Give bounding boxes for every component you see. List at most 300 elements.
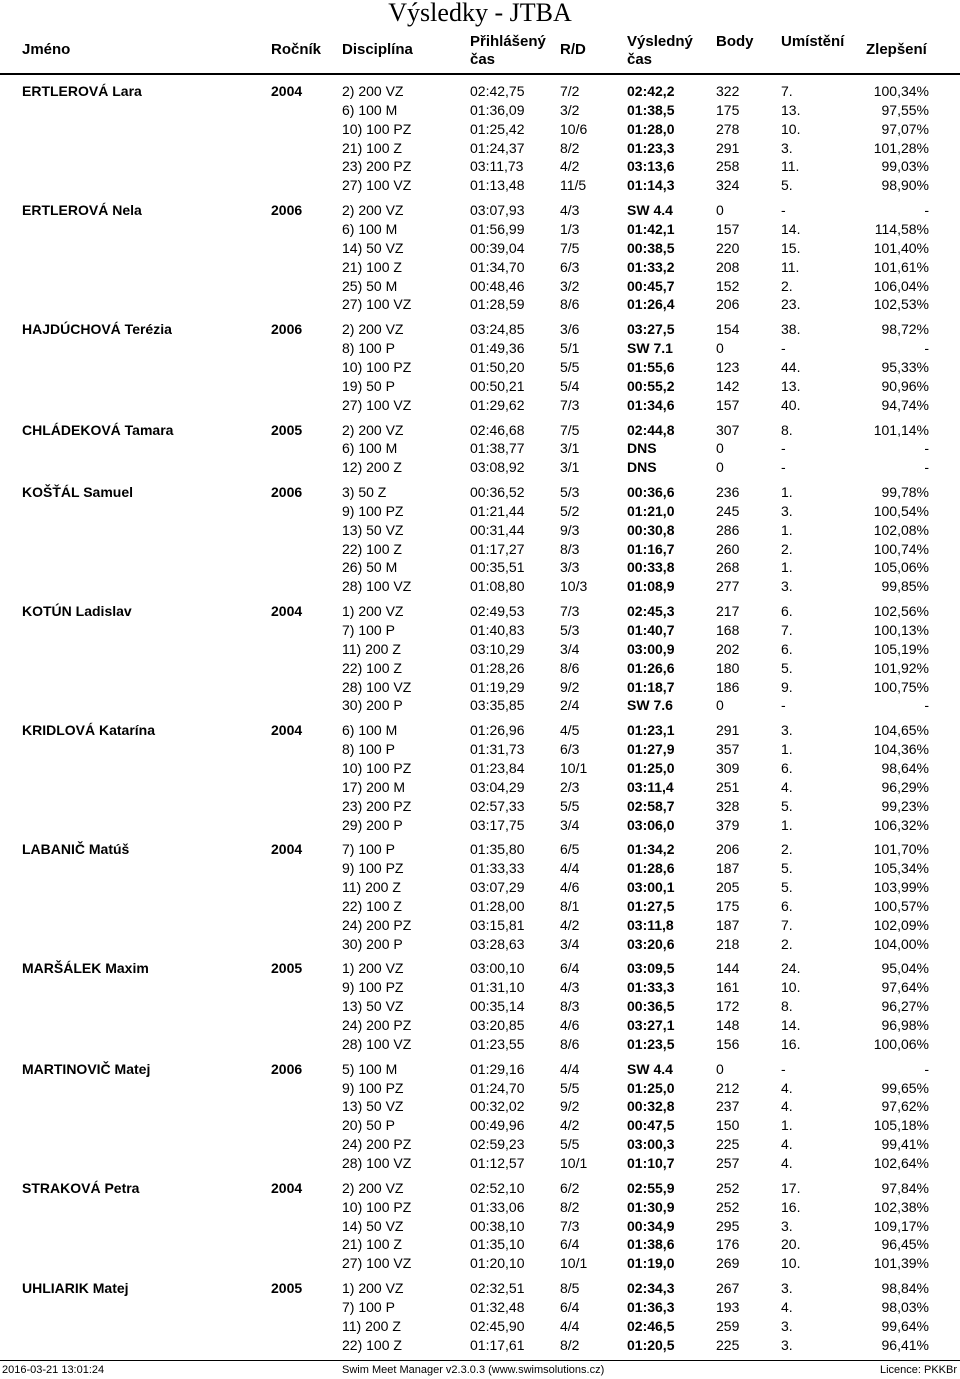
place: 4. (781, 778, 793, 795)
entry-time: 01:33,33 (470, 860, 525, 877)
points: 142 (716, 377, 740, 394)
improvement: - (924, 340, 929, 357)
result-row (0, 277, 960, 296)
heat-lane: 3/3 (560, 559, 580, 576)
points: 186 (716, 678, 740, 695)
result-row (0, 859, 960, 878)
points: 324 (716, 177, 740, 194)
result-row (0, 678, 960, 697)
points: 295 (716, 1217, 740, 1234)
result-time: 01:19,0 (627, 1255, 675, 1272)
discipline: 30) 200 P (342, 935, 403, 952)
entry-time: 02:49,53 (470, 603, 525, 620)
improvement: 96,45% (881, 1236, 929, 1253)
result-row (0, 759, 960, 778)
result-row (0, 220, 960, 239)
entry-time: 03:20,85 (470, 1017, 525, 1033)
place: 14. (781, 220, 801, 237)
swimmer-year: 2005 (271, 421, 303, 438)
improvement: - (924, 1060, 929, 1077)
points: 267 (716, 1280, 740, 1296)
heat-lane: 4/5 (560, 722, 580, 739)
result-time: SW 4.4 (627, 1060, 673, 1077)
result-time: 00:45,7 (627, 277, 675, 294)
discipline: 27) 100 VZ (342, 396, 412, 413)
result-time: 01:25,0 (627, 759, 675, 776)
entry-time: 00:35,14 (470, 998, 525, 1015)
result-row (0, 916, 960, 935)
heat-lane: 3/4 (560, 640, 580, 657)
heat-lane: 6/4 (560, 960, 580, 977)
result-row (0, 740, 960, 759)
discipline: 14) 50 VZ (342, 1217, 404, 1234)
place: 5. (781, 860, 793, 877)
heat-lane: 7/3 (560, 1217, 580, 1234)
discipline: 7) 100 P (342, 1298, 395, 1315)
place: 3. (781, 1336, 793, 1353)
result-row (0, 396, 960, 415)
result-time: 01:25,0 (627, 1079, 675, 1096)
result-time: DNS (627, 459, 657, 476)
heat-lane: 5/1 (560, 340, 580, 357)
place: - (781, 1060, 786, 1077)
result-time: 01:55,6 (627, 358, 675, 375)
result-time: 01:23,1 (627, 722, 675, 739)
discipline: 29) 200 P (342, 816, 403, 833)
improvement: 101,28% (873, 139, 929, 156)
discipline: 24) 200 PZ (342, 1017, 412, 1033)
discipline: 2) 200 VZ (342, 421, 404, 438)
points: 328 (716, 797, 740, 814)
place: 5. (781, 879, 793, 895)
discipline: 27) 100 VZ (342, 1255, 412, 1272)
improvement: 104,65% (873, 722, 929, 739)
place: - (781, 340, 786, 357)
heat-lane: 8/3 (560, 540, 580, 557)
discipline: 6) 100 M (342, 101, 398, 118)
points: 193 (716, 1298, 740, 1315)
result-time: 03:11,8 (627, 916, 674, 933)
result-row (0, 997, 960, 1016)
swimmer-year: 2004 (271, 722, 303, 739)
entry-time: 00:35,51 (470, 559, 525, 576)
place: 3. (781, 502, 793, 519)
entry-time: 03:07,93 (470, 202, 525, 219)
result-row (0, 1217, 960, 1236)
improvement: 96,27% (881, 998, 929, 1015)
footer-software: Swim Meet Manager v2.3.0.3 (www.swimsolutions.cz) (342, 1364, 605, 1376)
improvement: 99,41% (881, 1136, 929, 1153)
place: 17. (781, 1179, 801, 1196)
points: 379 (716, 816, 740, 833)
discipline: 9) 100 PZ (342, 502, 404, 519)
points: 236 (716, 484, 740, 500)
result-time: 01:36,3 (627, 1298, 675, 1315)
heat-lane: 3/4 (560, 816, 580, 833)
heat-lane: 5/3 (560, 484, 580, 500)
heat-lane: 3/6 (560, 321, 580, 338)
result-time: 03:06,0 (627, 816, 675, 833)
improvement: 105,18% (873, 1117, 929, 1134)
heat-lane: 6/4 (560, 1236, 580, 1253)
result-time: 01:14,3 (627, 177, 675, 194)
place: 4. (781, 1136, 793, 1153)
result-time: 00:47,5 (627, 1117, 675, 1134)
result-row (0, 1016, 960, 1035)
points: 152 (716, 277, 740, 294)
result-time: 01:16,7 (627, 540, 675, 557)
points: 123 (716, 358, 740, 375)
heat-lane: 6/5 (560, 841, 580, 858)
improvement: - (924, 202, 929, 219)
improvement: 103,99% (873, 879, 929, 895)
points: 172 (716, 998, 740, 1015)
entry-time: 01:33,06 (470, 1198, 525, 1215)
result-time: 03:00,1 (627, 879, 675, 895)
place: 6. (781, 759, 793, 776)
result-time: 01:26,4 (627, 296, 675, 313)
improvement: 101,40% (873, 239, 929, 256)
result-row (0, 502, 960, 521)
result-time: 01:33,2 (627, 258, 675, 275)
discipline: 11) 200 Z (342, 1317, 401, 1334)
points: 0 (716, 697, 724, 714)
discipline: 22) 100 Z (342, 1336, 402, 1353)
heat-lane: 7/2 (560, 83, 580, 99)
improvement: 99,78% (881, 484, 929, 500)
discipline: 21) 100 Z (342, 1236, 402, 1253)
improvement: 102,09% (873, 916, 929, 933)
place: 40. (781, 396, 801, 413)
discipline: 3) 50 Z (342, 484, 387, 500)
place: 11. (781, 258, 800, 275)
entry-time: 02:46,68 (470, 421, 525, 438)
improvement: 90,96% (881, 377, 929, 394)
heat-lane: 2/3 (560, 778, 580, 795)
points: 175 (716, 101, 740, 118)
swimmer-year: 2004 (271, 1179, 303, 1196)
improvement: 99,85% (881, 578, 929, 595)
result-row (0, 878, 960, 897)
discipline: 28) 100 VZ (342, 578, 412, 595)
entry-time: 01:29,62 (470, 396, 525, 413)
result-row (0, 558, 960, 577)
header-name: Jméno (22, 41, 71, 58)
discipline: 13) 50 VZ (342, 998, 404, 1015)
place: 6. (781, 640, 793, 657)
heat-lane: 6/4 (560, 1298, 580, 1315)
points: 278 (716, 120, 740, 137)
result-row (0, 421, 960, 440)
result-row (0, 439, 960, 458)
discipline: 22) 100 Z (342, 659, 402, 676)
heat-lane: 4/2 (560, 916, 580, 933)
result-row (0, 339, 960, 358)
discipline: 13) 50 VZ (342, 1098, 404, 1115)
improvement: 106,04% (873, 277, 929, 294)
entry-time: 00:49,96 (470, 1117, 525, 1134)
entry-time: 00:39,04 (470, 239, 525, 256)
header-result-time: Výsledný čas (627, 33, 693, 68)
entry-time: 01:24,70 (470, 1079, 525, 1096)
heat-lane: 8/2 (560, 1336, 580, 1353)
entry-time: 03:08,92 (470, 459, 525, 476)
header-entry-time: Přihlášený čas (470, 33, 546, 68)
heat-lane: 7/3 (560, 396, 580, 413)
result-row (0, 483, 960, 502)
entry-time: 01:49,36 (470, 340, 525, 357)
discipline: 22) 100 Z (342, 897, 402, 914)
heat-lane: 4/6 (560, 1017, 580, 1033)
discipline: 2) 200 VZ (342, 1179, 404, 1196)
points: 156 (716, 1035, 740, 1052)
entry-time: 01:35,80 (470, 841, 525, 858)
header-heat-lane: R/D (560, 41, 586, 58)
entry-time: 03:00,10 (470, 960, 525, 977)
points: 187 (716, 916, 740, 933)
entry-time: 01:24,37 (470, 139, 525, 156)
place: 1. (781, 559, 793, 576)
place: 1. (781, 521, 793, 538)
result-time: 03:00,3 (627, 1136, 675, 1153)
swimmer-year: 2004 (271, 603, 303, 620)
points: 245 (716, 502, 740, 519)
improvement: 98,90% (881, 177, 929, 194)
entry-time: 00:50,21 (470, 377, 525, 394)
points: 218 (716, 935, 740, 952)
place: 3. (781, 1217, 793, 1234)
improvement: 97,64% (881, 979, 929, 996)
improvement: 102,64% (873, 1154, 929, 1171)
result-time: 01:28,0 (627, 120, 675, 137)
heat-lane: 8/6 (560, 1035, 580, 1052)
discipline: 20) 50 P (342, 1117, 395, 1134)
place: - (781, 459, 786, 476)
points: 168 (716, 622, 740, 638)
points: 0 (716, 459, 724, 476)
discipline: 28) 100 VZ (342, 678, 412, 695)
entry-time: 01:28,26 (470, 659, 525, 676)
points: 205 (716, 879, 740, 895)
points: 0 (716, 202, 724, 219)
result-time: SW 7.6 (627, 697, 673, 714)
improvement: 100,34% (873, 83, 929, 99)
improvement: - (924, 697, 929, 714)
result-time: 03:27,1 (627, 1017, 675, 1033)
result-row (0, 157, 960, 176)
points: 0 (716, 340, 724, 357)
improvement: 96,41% (881, 1336, 929, 1353)
place: 44. (781, 358, 801, 375)
place: 10. (781, 120, 801, 137)
result-row (0, 897, 960, 916)
place: 24. (781, 960, 801, 977)
discipline: 26) 50 M (342, 559, 398, 576)
discipline: 23) 200 PZ (342, 158, 412, 175)
heat-lane: 5/4 (560, 377, 580, 394)
points: 252 (716, 1198, 740, 1215)
result-time: 00:36,6 (627, 484, 675, 500)
heat-lane: 4/4 (560, 860, 580, 877)
swimmer-name: KOTÚN Ladislav (22, 603, 132, 620)
entry-time: 01:32,48 (470, 1298, 525, 1315)
heat-lane: 8/2 (560, 139, 580, 156)
place: 10. (781, 979, 801, 996)
heat-lane: 10/1 (560, 1154, 588, 1171)
result-time: SW 7.1 (627, 340, 673, 357)
improvement: 101,61% (873, 258, 929, 275)
entry-time: 01:28,00 (470, 897, 525, 914)
improvement: 100,06% (873, 1035, 929, 1052)
discipline: 24) 200 PZ (342, 1136, 412, 1153)
place: 2. (781, 841, 793, 858)
points: 157 (716, 220, 740, 237)
discipline: 5) 100 M (342, 1060, 398, 1077)
heat-lane: 9/2 (560, 678, 580, 695)
heat-lane: 4/4 (560, 1060, 580, 1077)
place: 3. (781, 722, 793, 739)
place: 5. (781, 797, 793, 814)
result-row (0, 696, 960, 715)
discipline: 22) 100 Z (342, 540, 402, 557)
header-divider (0, 73, 960, 75)
discipline: 17) 200 M (342, 778, 406, 795)
heat-lane: 7/3 (560, 603, 580, 620)
points: 357 (716, 741, 740, 758)
heat-lane: 8/5 (560, 1280, 580, 1296)
improvement: 99,03% (881, 158, 929, 175)
place: 13. (781, 377, 801, 394)
discipline: 9) 100 PZ (342, 979, 404, 996)
entry-time: 01:13,48 (470, 177, 525, 194)
swimmer-year: 2006 (271, 321, 303, 338)
result-row (0, 295, 960, 314)
discipline: 6) 100 M (342, 440, 398, 457)
place: 4. (781, 1298, 793, 1315)
entry-time: 00:31,44 (470, 521, 525, 538)
place: 20. (781, 1236, 801, 1253)
place: - (781, 697, 786, 714)
discipline: 25) 50 M (342, 277, 398, 294)
result-time: 02:42,2 (627, 83, 675, 99)
points: 258 (716, 158, 740, 175)
discipline: 7) 100 P (342, 622, 395, 638)
swimmer-name: LABANIČ Matúš (22, 841, 130, 858)
points: 309 (716, 759, 740, 776)
place: - (781, 202, 786, 219)
heat-lane: 5/5 (560, 358, 580, 375)
heat-lane: 10/1 (560, 759, 588, 776)
result-row (0, 935, 960, 954)
heat-lane: 4/3 (560, 979, 580, 996)
points: 286 (716, 521, 740, 538)
result-row (0, 358, 960, 377)
points: 150 (716, 1117, 740, 1134)
improvement: 105,19% (873, 640, 929, 657)
result-time: 01:10,7 (627, 1154, 675, 1171)
swimmer-year: 2006 (271, 1060, 303, 1077)
heat-lane: 8/6 (560, 659, 580, 676)
improvement: 99,64% (881, 1317, 929, 1334)
entry-time: 01:50,20 (470, 358, 525, 375)
result-time: 02:44,8 (627, 421, 675, 438)
entry-time: 03:24,85 (470, 321, 525, 338)
place: 4. (781, 1079, 793, 1096)
result-row (0, 721, 960, 740)
swimmer-name: KRIDLOVÁ Katarína (22, 722, 156, 739)
improvement: 98,84% (881, 1280, 929, 1296)
improvement: 104,00% (873, 935, 929, 952)
result-row (0, 1336, 960, 1355)
swimmer-year: 2004 (271, 83, 303, 99)
improvement: 95,33% (881, 358, 929, 375)
result-row (0, 840, 960, 859)
entry-time: 00:36,52 (470, 484, 525, 500)
place: 11. (781, 158, 800, 175)
result-time: 01:23,3 (627, 139, 675, 156)
improvement: 94,74% (881, 396, 929, 413)
improvement: 104,36% (873, 741, 929, 758)
discipline: 10) 100 PZ (342, 1198, 412, 1215)
header-improvement: Zlepšení (866, 41, 927, 58)
place: 15. (781, 239, 801, 256)
entry-time: 03:35,85 (470, 697, 525, 714)
entry-time: 01:20,10 (470, 1255, 525, 1272)
improvement: 95,04% (881, 960, 929, 977)
heat-lane: 5/5 (560, 1136, 580, 1153)
improvement: 101,92% (873, 659, 929, 676)
heat-lane: 5/5 (560, 797, 580, 814)
place: - (781, 440, 786, 457)
entry-time: 01:25,42 (470, 120, 525, 137)
points: 175 (716, 897, 740, 914)
heat-lane: 5/2 (560, 502, 580, 519)
heat-lane: 5/5 (560, 1079, 580, 1096)
place: 7. (781, 83, 793, 99)
points: 202 (716, 640, 740, 657)
discipline: 12) 200 Z (342, 459, 402, 476)
result-time: 03:09,5 (627, 960, 675, 977)
discipline: 24) 200 PZ (342, 916, 412, 933)
heat-lane: 4/3 (560, 202, 580, 219)
result-time: 01:38,5 (627, 101, 675, 118)
entry-time: 01:21,44 (470, 502, 525, 519)
result-row (0, 602, 960, 621)
swimmer-year: 2005 (271, 1280, 303, 1296)
result-row (0, 1135, 960, 1154)
heat-lane: 9/3 (560, 521, 580, 538)
improvement: - (924, 440, 929, 457)
points: 144 (716, 960, 740, 977)
heat-lane: 3/2 (560, 277, 580, 294)
header-year: Ročník (271, 41, 322, 58)
result-time: 01:40,7 (627, 622, 675, 638)
heat-lane: 11/5 (560, 177, 587, 194)
result-row (0, 521, 960, 540)
discipline: 2) 200 VZ (342, 202, 404, 219)
heat-lane: 4/2 (560, 1117, 580, 1134)
points: 208 (716, 258, 740, 275)
improvement: 105,34% (873, 860, 929, 877)
result-time: 03:20,6 (627, 935, 675, 952)
improvement: 97,07% (881, 120, 929, 137)
result-row (0, 239, 960, 258)
heat-lane: 10/6 (560, 120, 588, 137)
heat-lane: 3/2 (560, 101, 580, 118)
result-time: 01:27,9 (627, 741, 675, 758)
swimmer-name: UHLIARIK Matej (22, 1280, 129, 1296)
entry-time: 03:07,29 (470, 879, 525, 895)
